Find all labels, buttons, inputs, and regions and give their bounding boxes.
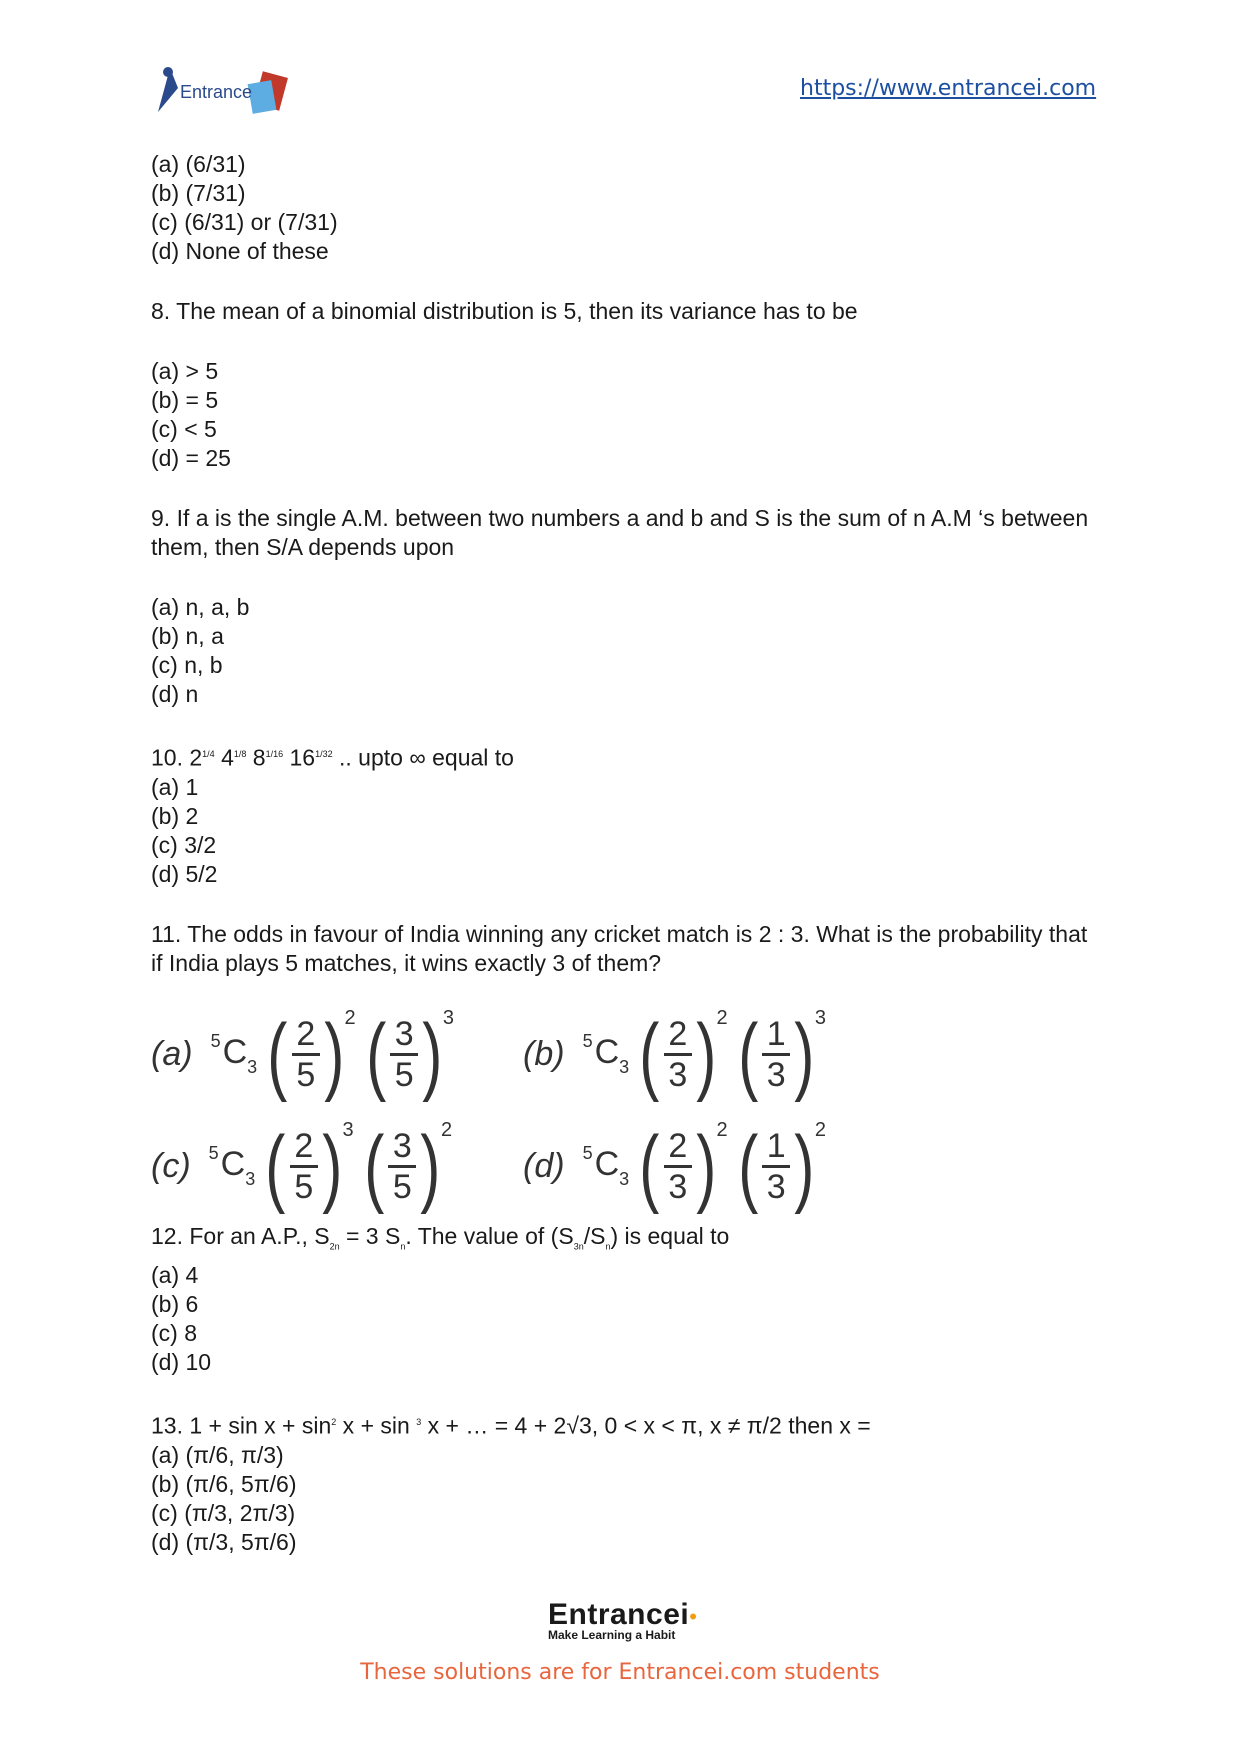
- option: (c) n, b: [151, 652, 223, 678]
- formula-option-a: (a) $^5C_3$ ( $\frac{2}{5}$ ) 2 ( $\frac{3}{5}$ ) 3: [151, 1006, 454, 1103]
- option: (d) 10: [151, 1349, 212, 1376]
- option: (d) None of these: [151, 238, 329, 264]
- footer-note: These solutions are for Entrancei.com students: [360, 1660, 880, 1685]
- option: (d) = 25: [151, 445, 231, 471]
- option: (a) 1: [151, 773, 199, 800]
- option: (c) < 5: [151, 416, 217, 442]
- option: (c) 3/2: [151, 831, 217, 858]
- q11-formula-options: [151, 1006, 851, 1222]
- question-13: 13. $1 + \sin x + \sin^2 x + \sin ^3$ x + … = 4 + 2√3, 0 < x < π, x ≠ π/2 then x =: [151, 1412, 871, 1439]
- question-8: 8. The mean of a binomial distribution is 5, then its variance has to be: [151, 298, 858, 324]
- question-11: 11. The odds in favour of India winning any cricket match is 2 : 3. What is the probability that if India plays 5 matches, it wins exactly 3 of them?: [151, 920, 1088, 976]
- question-12: 12. For an A.P., $S_{2n} = 3$ $S_n$. The value of $(S_{3n}/S_n)$ is equal to: [151, 1222, 730, 1252]
- option: (b) n, a: [151, 623, 224, 649]
- option: (c) (6/31) or (7/31): [151, 209, 338, 235]
- option: (a) (π/6, π/3): [151, 1441, 284, 1468]
- logo-text: Entrance: [180, 82, 253, 102]
- option: (d) (π/3, 5π/6): [151, 1528, 297, 1555]
- brand-name: Entrancei: [548, 1598, 690, 1631]
- option: (c) (π/3, 2π/3): [151, 1499, 296, 1526]
- site-url-link[interactable]: https://www.entrancei.com: [800, 76, 1097, 101]
- question-9: 9. If a is the single A.M. between two numbers a and b and S is the sum of n A.M ‘s between them, then S/A depends upon: [151, 505, 1089, 560]
- option: (b) 2: [151, 802, 199, 829]
- question-content: [151, 150, 1091, 1557]
- option: (d) 5/2: [151, 860, 218, 887]
- option: (b) 6: [151, 1291, 199, 1318]
- footer-brand: [548, 1598, 698, 1642]
- option: (b) (π/6, 5π/6): [151, 1470, 297, 1497]
- entrance-logo: [148, 58, 308, 122]
- option: (a) n, a, b: [151, 594, 250, 620]
- brand-dot-icon: •: [689, 1604, 697, 1629]
- option: (b) (7/31): [151, 180, 246, 206]
- question-10: 10. $2^{1/4}$ $4^{1/8}$ $8^{1/16}$ $16^{1/32}$ .. upto ∞ equal to: [151, 744, 514, 771]
- brand-tagline: Make Learning a Habit: [548, 1628, 676, 1642]
- option: (a) > 5: [151, 358, 219, 384]
- option: (a) 4: [151, 1262, 199, 1289]
- option: (d) n: [151, 681, 199, 707]
- option: (c) 8: [151, 1320, 197, 1347]
- formula-option-c: (c) $^5C_3$ ( $\frac{2}{5}$ ) 3 ( $\frac{3}{5}$ ) 2: [151, 1118, 453, 1215]
- option: (b) = 5: [151, 387, 219, 413]
- option: (a) (6/31): [151, 151, 246, 177]
- formula-option-d: (d) $^5C_3$ ( $\frac{2}{3}$ ) 2 ( $\frac{1}{3}$ ) 2: [523, 1118, 826, 1215]
- formula-option-b: (b) $^5C_3$ ( $\frac{2}{3}$ ) 2 ( $\frac{1}{3}$ ) 3: [523, 1006, 826, 1103]
